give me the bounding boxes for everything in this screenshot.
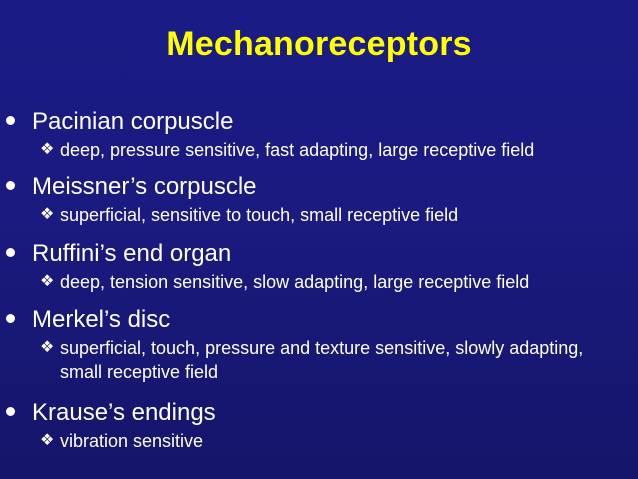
- bullet-label: Ruffini’s end organ: [32, 240, 232, 267]
- sub-bullet-text: deep, tension sensitive, slow adapting, large receptive field: [60, 272, 530, 292]
- diamond-bullet-icon: ❖: [40, 432, 55, 449]
- bullet-dot-icon: [6, 181, 15, 190]
- sub-bullet-text: superficial, sensitive to touch, small receptive field: [60, 205, 459, 225]
- bullet-dot-icon: [6, 248, 15, 257]
- bullet-item: [0, 304, 638, 384]
- bullet-item: [0, 238, 638, 294]
- bullet-main-line: [0, 106, 638, 138]
- bullet-label: Krause’s endings: [32, 399, 216, 426]
- diamond-bullet-icon: ❖: [40, 141, 55, 158]
- bullet-main-line: [0, 304, 638, 336]
- diamond-bullet-icon: ❖: [40, 273, 55, 290]
- bullet-dot-icon: [6, 407, 15, 416]
- bullet-item: [0, 106, 638, 162]
- diamond-bullet-icon: ❖: [40, 206, 55, 223]
- sub-bullet-line: [40, 429, 620, 453]
- diamond-bullet-icon: ❖: [40, 339, 55, 356]
- bullet-dot-icon: [6, 314, 15, 323]
- bullet-main-line: [0, 171, 638, 203]
- bullet-label: Pacinian corpuscle: [32, 108, 234, 135]
- sub-bullet-line: [40, 270, 620, 294]
- bullet-dot-icon: [6, 116, 15, 125]
- sub-bullet-line: [40, 203, 620, 227]
- bullet-main-line: [0, 238, 638, 270]
- bullet-label: Merkel’s disc: [32, 306, 171, 333]
- sub-bullet-text: superficial, touch, pressure and texture sensitive, slowly adapting, small receptive field: [60, 338, 584, 382]
- bullet-item: [0, 397, 638, 453]
- bullet-item: [0, 171, 638, 227]
- sub-bullet-text: deep, pressure sensitive, fast adapting, large receptive field: [60, 140, 535, 160]
- slide-title: Mechanoreceptors: [166, 25, 472, 63]
- sub-bullet-line: [40, 336, 620, 384]
- bullet-main-line: [0, 397, 638, 429]
- sub-bullet-text: vibration sensitive: [60, 431, 204, 451]
- bullet-label: Meissner’s corpuscle: [32, 173, 257, 200]
- sub-bullet-line: [40, 138, 620, 162]
